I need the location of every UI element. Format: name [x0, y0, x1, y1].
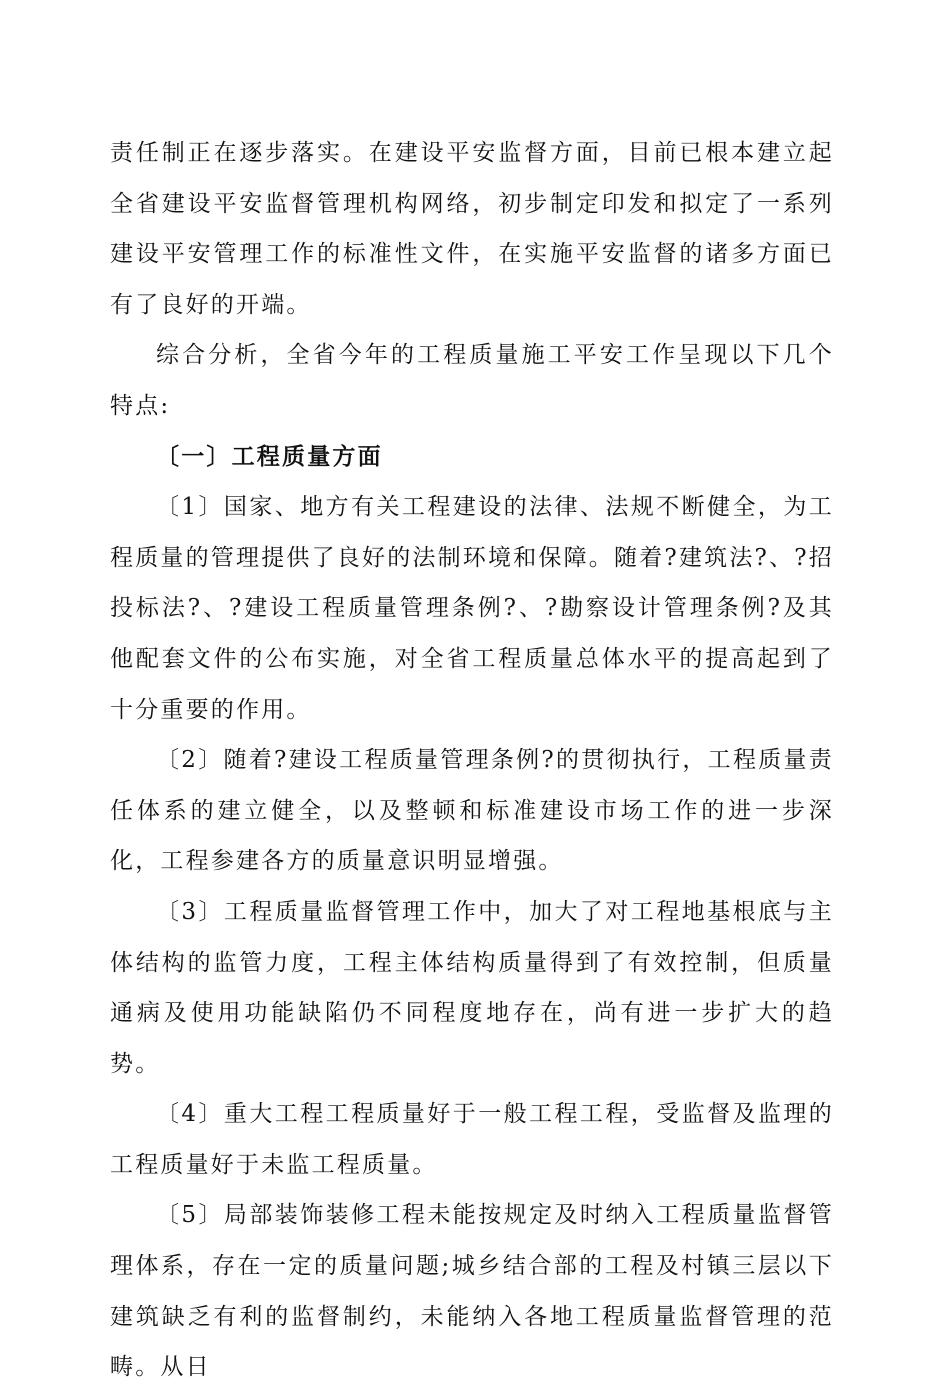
paragraph-point-5: 〔5〕局部装饰装修工程未能按规定及时纳入工程质量监督管理体系，存在一定的质量问题;城乡结合部的工程及村镇三层以下建筑缺乏有利的监督制约，未能纳入各地工程质量监督管理的范畴。从日 [110, 1202, 834, 1381]
paragraph-point-1: 〔1〕国家、地方有关工程建设的法律、法规不断健全，为工程质量的管理提供了良好的法制环境和保障。随着?建筑法?、?招投标法?、?建设工程质量管理条例?、?勘察设计管理条例?及其他配套文件的公布实施，对全省工程质量总体水平的提高起到了十分重要的作用。 [110, 494, 834, 723]
paragraph-safety-supervision-summary: 责任制正在逐步落实。在建设平安监督方面，目前已根本建立起全省建设平安监督管理机构网络，初步制定印发和拟定了一系列建设平安管理工作的标准性文件，在实施平安监督的诸多方面已有了良好的开端。 [110, 140, 834, 318]
paragraph-point-4: 〔4〕重大工程工程质量好于一般工程工程，受监督及监理的工程质量好于未监工程质量。 [110, 1101, 834, 1178]
paragraph-point-3: 〔3〕工程质量监督管理工作中，加大了对工程地基根底与主体结构的监管力度，工程主体结构质量得到了有效控制，但质量通病及使用功能缺陷仍不同程度地存在，尚有进一步扩大的趋势。 [110, 898, 834, 1077]
paragraph-point-2: 〔2〕随着?建设工程质量管理条例?的贯彻执行，工程质量责任体系的建立健全，以及整顿和标准建设市场工作的进一步深化，工程参建各方的质量意识明显增强。 [110, 747, 834, 875]
document-body [110, 128, 834, 1393]
section-heading-engineering-quality: 〔一〕工程质量方面 [156, 443, 383, 470]
paragraph-overall-analysis: 综合分析，全省今年的工程质量施工平安工作呈现以下几个特点: [110, 342, 834, 419]
